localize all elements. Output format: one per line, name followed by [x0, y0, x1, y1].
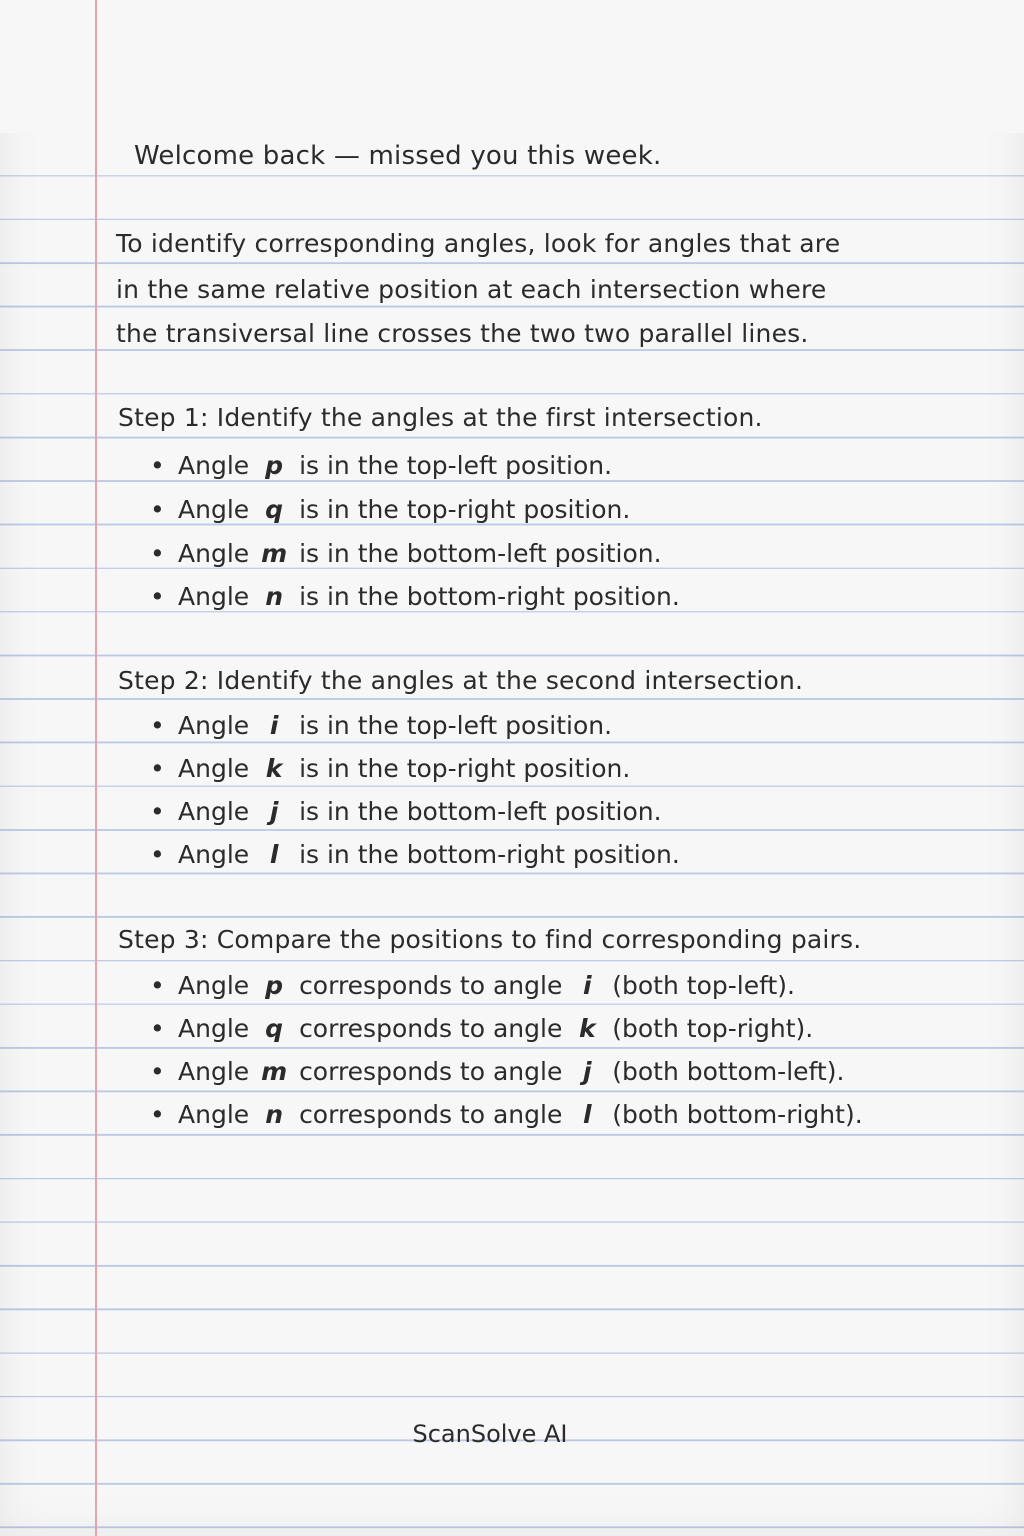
- bullet-icon: •: [150, 1014, 165, 1043]
- angle-variable: k: [578, 1014, 596, 1043]
- bullet-prefix: Angle: [178, 711, 250, 740]
- bullet-icon: •: [150, 711, 165, 740]
- bullet-prefix: Angle: [178, 754, 250, 783]
- bullet-text: is in the top-left position.: [299, 451, 613, 480]
- bullet-icon: •: [150, 582, 165, 611]
- angle-variable: j: [269, 797, 279, 826]
- bullet-prefix: Angle: [178, 840, 250, 869]
- bullet-middle: corresponds to angle: [299, 1014, 563, 1043]
- bullet-icon: •: [150, 1057, 165, 1086]
- list-item: [150, 581, 680, 613]
- bullet-middle: corresponds to angle: [299, 971, 563, 1000]
- intro-line-3: the transiversal line crosses the two two parallel lines.: [116, 319, 809, 348]
- angle-variable: j: [583, 1057, 592, 1086]
- intro-line-1: To identify corresponding angles, look for angles that are: [116, 229, 841, 258]
- bullet-icon: •: [150, 754, 165, 783]
- margin-line: [95, 0, 97, 1536]
- footer-brand: ScanSolve AI: [412, 1420, 568, 1448]
- bullet-text: is in the bottom-right position.: [299, 582, 680, 611]
- angle-variable: q: [265, 495, 284, 524]
- bullet-icon: •: [150, 1100, 165, 1129]
- list-item: [150, 710, 612, 742]
- angle-variable: n: [265, 1100, 284, 1129]
- step-3-title: Step 3: Compare the positions to find corresponding pairs.: [118, 925, 862, 954]
- bullet-prefix: Angle: [178, 539, 250, 568]
- intro-line-2: in the same relative position at each intersection where: [116, 275, 827, 304]
- bullet-icon: •: [150, 451, 165, 480]
- bullet-icon: •: [150, 539, 165, 568]
- list-item: [150, 450, 612, 482]
- angle-variable: l: [583, 1100, 592, 1129]
- bullet-text: is in the top-left position.: [299, 711, 613, 740]
- list-item: [150, 796, 662, 828]
- bullet-text: is in the bottom-right position.: [299, 840, 680, 869]
- bullet-middle: corresponds to angle: [299, 1057, 563, 1086]
- bullet-prefix: Angle: [178, 1014, 250, 1043]
- list-item: [150, 970, 795, 1002]
- bullet-icon: •: [150, 495, 165, 524]
- bullet-text: (both bottom-right).: [612, 1100, 863, 1129]
- bullet-icon: •: [150, 797, 165, 826]
- step-1-title: Step 1: Identify the angles at the first intersection.: [118, 403, 763, 432]
- bullet-text: is in the bottom-left position.: [299, 797, 662, 826]
- angle-variable: m: [261, 1057, 288, 1086]
- bullet-text: is in the bottom-left position.: [299, 539, 662, 568]
- angle-variable: q: [265, 1014, 284, 1043]
- bullet-icon: •: [150, 840, 165, 869]
- list-item: [150, 494, 630, 526]
- bullet-text: (both top-left).: [612, 971, 795, 1000]
- bullet-text: is in the top-right position.: [299, 495, 631, 524]
- list-item: [150, 1099, 863, 1131]
- angle-variable: p: [265, 971, 284, 1000]
- list-item: [150, 1056, 844, 1088]
- bullet-prefix: Angle: [178, 1057, 250, 1086]
- angle-variable: l: [269, 840, 279, 869]
- angle-variable: m: [261, 539, 288, 568]
- angle-variable: i: [583, 971, 592, 1000]
- greeting-text: Welcome back — missed you this week.: [134, 141, 662, 171]
- bullet-prefix: Angle: [178, 971, 250, 1000]
- angle-variable: i: [269, 711, 279, 740]
- bullet-prefix: Angle: [178, 495, 250, 524]
- bullet-text: (both bottom-left).: [612, 1057, 845, 1086]
- bullet-prefix: Angle: [178, 797, 250, 826]
- bullet-prefix: Angle: [178, 451, 250, 480]
- angle-variable: n: [265, 582, 284, 611]
- bullet-text: (both top-right).: [612, 1014, 814, 1043]
- bullet-text: is in the top-right position.: [299, 754, 631, 783]
- list-item: [150, 538, 662, 570]
- list-item: [150, 839, 680, 871]
- step-2-title: Step 2: Identify the angles at the second intersection.: [118, 666, 804, 695]
- list-item: [150, 1013, 813, 1045]
- bullet-prefix: Angle: [178, 582, 250, 611]
- bullet-prefix: Angle: [178, 1100, 250, 1129]
- bullet-icon: •: [150, 971, 165, 1000]
- list-item: [150, 753, 630, 785]
- angle-variable: p: [265, 451, 284, 480]
- bullet-middle: corresponds to angle: [299, 1100, 563, 1129]
- angle-variable: k: [265, 754, 283, 783]
